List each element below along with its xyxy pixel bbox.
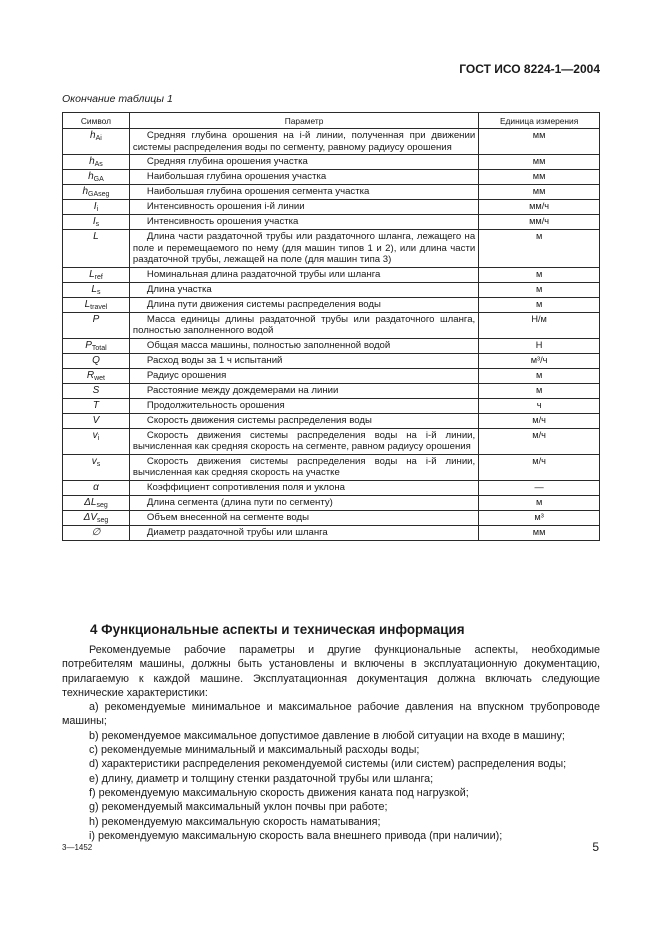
- table-row: [63, 353, 600, 368]
- table-row: [63, 428, 600, 454]
- row-symbol: [63, 454, 130, 480]
- list-item: e) длину, диаметр и толщину стенки раздаточной трубы или шланга;: [89, 772, 434, 785]
- table-row: [63, 480, 600, 495]
- symbol-subscript: s: [95, 221, 100, 228]
- table-caption: Окончание таблицы 1: [62, 93, 173, 105]
- row-unit: мм: [479, 185, 600, 200]
- table-row: [63, 454, 600, 480]
- symbol-main: L: [93, 231, 99, 242]
- symbol-main: h: [90, 130, 96, 141]
- row-parameter: Коэффициент сопротивления поля и уклона: [129, 480, 478, 495]
- table-row: [63, 267, 600, 282]
- row-symbol: [63, 200, 130, 215]
- row-unit: Н: [479, 338, 600, 353]
- symbol-main: I: [92, 216, 96, 227]
- intro-paragraph: Рекомендуемые рабочие параметры и другие функциональные аспекты, необходимые потребителям машины, должны быть установлены и включены в эксплуатационную документацию, прилагаемую к каждой машине. Эксплуатационная документация должна включать следующие технические характеристики:: [62, 644, 600, 699]
- table-row: [63, 398, 600, 413]
- row-symbol: [63, 297, 130, 312]
- row-parameter: Масса единицы длины раздаточной трубы или раздаточного шланга, полностью заполненного водой: [129, 312, 478, 338]
- symbol-main: ΔL: [84, 496, 97, 508]
- row-symbol: [63, 353, 130, 368]
- symbol-main: L: [91, 283, 97, 295]
- row-parameter: Скорость движения системы распределения воды на i-й линии, вычисленная как средняя скорость на участке: [129, 454, 478, 480]
- list-item: c) рекомендуемые минимальный и максимальный расходы воды;: [89, 744, 420, 757]
- row-unit: м: [479, 267, 600, 282]
- row-unit: мм: [479, 155, 600, 170]
- table-row: [63, 297, 600, 312]
- table-row: [63, 510, 600, 525]
- symbol-subscript: s: [96, 460, 101, 468]
- list-item: f) рекомендуемую максимальную скорость движения каната под нагрузкой;: [89, 786, 469, 799]
- row-unit: мм/ч: [479, 200, 600, 215]
- table-row: [63, 230, 600, 268]
- row-parameter: Скорость движения системы распределения воды на i-й линии, вычисленная как средняя скорость на сегменте, равном радиусу орошения: [129, 428, 478, 454]
- row-symbol: [63, 267, 130, 282]
- row-symbol: [63, 525, 130, 540]
- symbol-main: Q: [92, 354, 100, 366]
- row-unit: мм/ч: [479, 215, 600, 230]
- symbol-main: I: [93, 201, 97, 212]
- list-item: d) характеристики распределения рекомендуемой системы (или систем) распределения воды;: [89, 758, 567, 771]
- table-row: [63, 525, 600, 540]
- row-symbol: [63, 510, 130, 525]
- symbol-subscript: wet: [94, 374, 106, 382]
- parameters-table: [62, 112, 600, 541]
- symbol-main: h: [89, 156, 95, 167]
- row-parameter: Радиус орошения: [129, 368, 478, 383]
- symbol-subscript: seg: [97, 516, 109, 524]
- row-unit: м: [479, 230, 600, 268]
- row-unit: Н/м: [479, 312, 600, 338]
- row-unit: мм: [479, 170, 600, 185]
- page-number: 5: [592, 840, 599, 854]
- row-parameter: Интенсивность орошения i-й линии: [129, 200, 478, 215]
- row-symbol: [63, 282, 130, 297]
- row-symbol: [63, 413, 130, 428]
- symbol-main: ΔV: [83, 511, 97, 523]
- row-parameter: Длина пути движения системы распределения воды: [129, 297, 478, 312]
- symbol-main: h: [88, 171, 94, 182]
- table-row: [63, 338, 600, 353]
- row-unit: мм: [479, 525, 600, 540]
- row-parameter: Длина участка: [129, 282, 478, 297]
- symbol-column-header: Символ: [63, 113, 130, 129]
- row-symbol: [63, 428, 130, 454]
- symbol-main: α: [93, 481, 99, 493]
- row-unit: м: [479, 495, 600, 510]
- row-unit: —: [479, 480, 600, 495]
- row-parameter: Средняя глубина орошения участка: [129, 155, 478, 170]
- unit-column-header: Единица измерения: [479, 113, 600, 129]
- row-symbol: [63, 398, 130, 413]
- table-row: [63, 495, 600, 510]
- row-parameter: Расстояние между дождемерами на линии: [129, 383, 478, 398]
- symbol-subscript: As: [94, 161, 103, 168]
- table-header-row: [63, 113, 600, 129]
- row-unit: м/ч: [479, 413, 600, 428]
- symbol-subscript: GAseg: [88, 191, 110, 198]
- row-symbol: [63, 383, 130, 398]
- table-row: [63, 215, 600, 230]
- table-row: [63, 155, 600, 170]
- row-parameter: Диаметр раздаточной трубы или шланга: [129, 525, 478, 540]
- row-parameter: Продолжительность орошения: [129, 398, 478, 413]
- symbol-subscript: Total: [91, 344, 107, 352]
- row-parameter: Наибольшая глубина орошения участка: [129, 170, 478, 185]
- symbol-main: h: [82, 186, 89, 197]
- section-title: 4 Функциональные аспекты и техническая информация: [90, 622, 465, 637]
- row-symbol: [63, 155, 130, 170]
- symbol-main: V: [92, 414, 100, 426]
- table-body: [63, 129, 600, 541]
- symbol-subscript: GA: [93, 176, 104, 183]
- symbol-main: T: [92, 399, 99, 411]
- row-unit: м³/ч: [479, 353, 600, 368]
- row-parameter: Длина сегмента (длина пути по сегменту): [129, 495, 478, 510]
- symbol-subscript: i: [97, 434, 100, 442]
- row-unit: м/ч: [479, 454, 600, 480]
- symbol-main: S: [92, 384, 100, 396]
- symbol-main: L: [89, 268, 95, 280]
- row-symbol: [63, 480, 130, 495]
- row-parameter: Объем внесенной на сегменте воды: [129, 510, 478, 525]
- table-row: [63, 170, 600, 185]
- symbol-subscript: s: [96, 288, 101, 296]
- symbol-main: ∅: [91, 526, 101, 538]
- row-symbol: [63, 338, 130, 353]
- row-unit: м: [479, 383, 600, 398]
- list-item: b) рекомендуемое максимальное допустимое давление в любой ситуации на входе в машину;: [89, 729, 565, 742]
- symbol-main: L: [84, 298, 91, 310]
- symbol-subscript: Ai: [95, 135, 102, 142]
- table-row: [63, 200, 600, 215]
- table-row: [63, 185, 600, 200]
- row-symbol: [63, 170, 130, 185]
- row-unit: м: [479, 368, 600, 383]
- symbol-subscript: i: [96, 206, 99, 213]
- symbol-subscript: seg: [96, 501, 108, 509]
- symbol-main: P: [85, 339, 92, 351]
- row-unit: м: [479, 297, 600, 312]
- row-symbol: [63, 185, 130, 200]
- table-row: [63, 413, 600, 428]
- list-item: h) рекомендуемую максимальную скорость наматывания;: [89, 815, 381, 828]
- row-parameter: Интенсивность орошения участка: [129, 215, 478, 230]
- symbol-main: P: [92, 313, 100, 325]
- symbol-subscript: ref: [94, 273, 103, 281]
- row-parameter: Средняя глубина орошения на i-й линии, полученная при движении системы распределения воды по сегменту, равному радиусу орошения: [129, 129, 478, 155]
- symbol-main: R: [86, 369, 95, 381]
- row-parameter: Скорость движения системы распределения воды: [129, 413, 478, 428]
- row-unit: м³: [479, 510, 600, 525]
- row-symbol: [63, 495, 130, 510]
- list-item: a) рекомендуемые минимальное и максимальное рабочие давления на впускном трубопроводе машины;: [62, 701, 600, 728]
- row-symbol: [63, 368, 130, 383]
- table-row: [63, 368, 600, 383]
- row-unit: мм: [479, 129, 600, 155]
- row-symbol: [63, 215, 130, 230]
- print-code: 3—1452: [62, 843, 93, 852]
- symbol-subscript: travel: [90, 303, 108, 311]
- symbol-main: v: [92, 429, 98, 441]
- row-parameter: Наибольшая глубина орошения сегмента участка: [129, 185, 478, 200]
- row-unit: м/ч: [479, 428, 600, 454]
- row-parameter: Длина части раздаточной трубы или раздаточного шланга, лежащего на поле и перемещаемого по нему (для машин типов 1 и 2), или длина части раздаточной трубы, лежащей на поле (для машин типа 3): [129, 230, 478, 268]
- parameter-column-header: Параметр: [129, 113, 478, 129]
- row-parameter: Общая масса машины, полностью заполненной водой: [129, 338, 478, 353]
- table-row: [63, 129, 600, 155]
- document-id: ГОСТ ИСО 8224-1—2004: [459, 62, 600, 76]
- row-symbol: [63, 312, 130, 338]
- row-unit: м: [479, 282, 600, 297]
- table-row: [63, 282, 600, 297]
- row-symbol: [63, 230, 130, 268]
- table-row: [63, 383, 600, 398]
- symbol-main: v: [91, 455, 97, 467]
- table-row: [63, 312, 600, 338]
- list-item: i) рекомендуемую максимальную скорость вала внешнего привода (при наличии);: [89, 829, 503, 842]
- row-symbol: [63, 129, 130, 155]
- row-parameter: Расход воды за 1 ч испытаний: [129, 353, 478, 368]
- row-unit: ч: [479, 398, 600, 413]
- row-parameter: Номинальная длина раздаточной трубы или шланга: [129, 267, 478, 282]
- list-item: g) рекомендуемый максимальный уклон почвы при работе;: [89, 801, 388, 814]
- section-body: [62, 643, 600, 843]
